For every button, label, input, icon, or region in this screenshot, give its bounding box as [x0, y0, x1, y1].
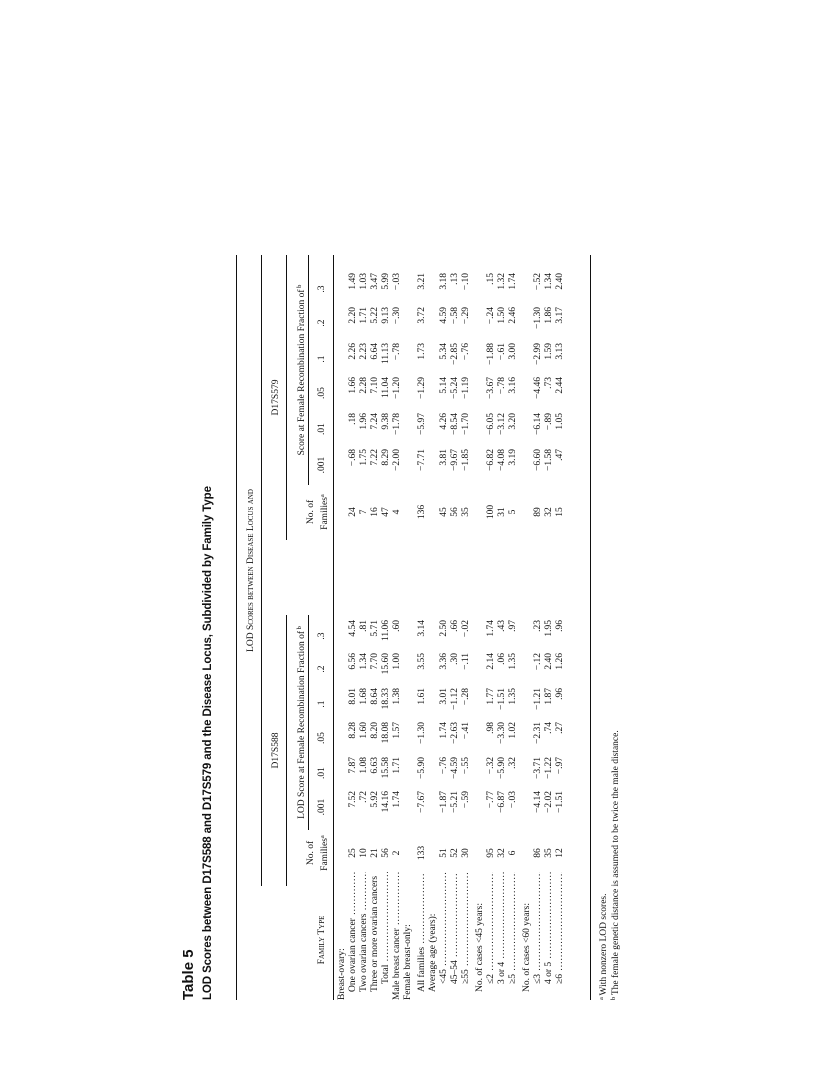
lod-d17s588-cell: .98	[486, 722, 496, 734]
lod-d17s588-cell: .27	[555, 722, 565, 734]
row-label-text: 45–54 .....	[450, 872, 460, 984]
lod-d17s579-cell: −.29	[461, 307, 471, 325]
row-label-text: ≤3 .....	[533, 872, 543, 984]
lod-d17s579-cell: −6.60	[533, 449, 543, 471]
row-label-text: All families .....	[417, 872, 427, 992]
lod-d17s588-cell: −1.87	[439, 791, 449, 813]
lod-d17s588-cell: .23	[533, 620, 543, 632]
lod-d17s579-cell: −1.30	[533, 307, 543, 329]
theta-d17s579-3: .1	[317, 355, 327, 363]
families-d17s579-cell: 4	[392, 509, 402, 515]
row-label	[417, 872, 428, 992]
row-label-text: Female breast-only:	[403, 924, 413, 1000]
families-d17s588-cell: 51	[439, 848, 449, 858]
families-d17s588-cell: 86	[533, 848, 543, 858]
lod-d17s588-cell: −1.51	[497, 688, 507, 710]
lod-d17s579-cell: 1.50	[497, 307, 507, 324]
theta-d17s588-4: .2	[317, 665, 327, 673]
lod-d17s588-cell: 4.54	[348, 620, 358, 637]
lod-d17s588-cell: 1.61	[417, 688, 427, 705]
families-d17s588-cell: 56	[381, 848, 391, 858]
lod-d17s588-cell: 1.74	[439, 722, 449, 739]
lod-d17s579-cell: 5.14	[439, 377, 449, 394]
lod-d17s588-cell: .96	[555, 620, 565, 632]
lod-d17s588-cell: 1.77	[486, 688, 496, 705]
lod-d17s588-cell: 1.74	[486, 620, 496, 637]
row-label	[450, 872, 461, 984]
lod-d17s579-cell: .13	[450, 273, 460, 285]
row-label-text: Male breast cancer .....	[392, 872, 402, 1000]
lod-d17s588-cell: 1.35	[508, 688, 518, 705]
families-d17s588-cell: 21	[370, 848, 380, 858]
row-label-text: 3 or 4 .....	[497, 872, 507, 984]
families-d17s579-cell: 24	[348, 507, 358, 517]
lod-d17s588-cell: 1.87	[544, 688, 554, 705]
lod-d17s579-cell: −1.85	[461, 449, 471, 471]
lod-d17s579-cell: 3.47	[370, 273, 380, 290]
lod-d17s579-cell: −.76	[461, 343, 471, 361]
lod-d17s588-cell: 2.50	[439, 620, 449, 637]
lod-d17s579-cell: 3.19	[508, 449, 518, 466]
lod-d17s588-cell: 3.14	[417, 620, 427, 637]
lod-d17s588-cell: 7.52	[348, 791, 358, 808]
lod-d17s579-cell: 11.13	[381, 343, 391, 365]
lod-d17s588-cell: 11.06	[381, 620, 391, 642]
lod-d17s579-cell: .18	[348, 413, 358, 425]
lod-d17s579-cell: 5.34	[439, 343, 449, 360]
lod-d17s588-cell: 15.60	[381, 653, 391, 675]
lod-d17s579-cell: −1.58	[544, 449, 554, 471]
row-label-text: One ovarian cancer .....	[348, 872, 358, 992]
lod-d17s588-cell: 1.60	[359, 722, 369, 739]
table-caption: LOD Scores between D17S588 and D17S579 and the Disease Locus, Subdivided by Family Type	[202, 486, 214, 1000]
footnote-text: With nonzero LOD scores.	[599, 893, 609, 996]
footnote-mark: b	[610, 995, 617, 1000]
lod-d17s588-cell: 2.14	[486, 653, 496, 670]
lod-d17s579-cell: 3.72	[417, 307, 427, 324]
d17s579-rule	[286, 255, 287, 540]
row-label	[370, 872, 381, 992]
lod-d17s579-cell: −2.00	[392, 449, 402, 471]
footnote-mark: a	[319, 494, 326, 498]
lod-d17s579-cell: −1.70	[461, 413, 471, 435]
lod-d17s579-cell: 4.59	[439, 307, 449, 324]
lod-d17s588-cell: 7.87	[348, 757, 358, 774]
families-d17s579-cell: 136	[417, 504, 427, 520]
row-label	[381, 872, 392, 984]
theta-d17s588-1: .01	[317, 767, 327, 779]
lod-d17s588-cell: 1.26	[555, 653, 565, 670]
lod-d17s588-cell: .30	[450, 653, 460, 665]
lod-d17s588-cell: 1.95	[544, 620, 554, 637]
lod-d17s588-cell: .43	[497, 620, 507, 632]
row-label-text: Average age (years):	[428, 913, 438, 992]
lod-d17s579-cell: −5.24	[450, 377, 460, 399]
lod-d17s588-cell: −.55	[461, 757, 471, 775]
lod-d17s579-cell: 3.20	[508, 413, 518, 430]
lod-d17s588-cell: 15.58	[381, 757, 391, 779]
row-label-text: Total .....	[381, 872, 391, 984]
lod-d17s579-cell: 1.75	[359, 449, 369, 466]
row-label	[461, 872, 472, 984]
lod-d17s579-cell: 2.20	[348, 307, 358, 324]
families-d17s579-cell: 15	[555, 507, 565, 517]
lod-d17s588-cell: −6.87	[497, 791, 507, 813]
families-d17s579-cell: 56	[450, 507, 460, 517]
row-label	[348, 872, 359, 992]
row-group-label	[522, 872, 533, 992]
lod-d17s588-cell: −.03	[508, 791, 518, 809]
families-d17s588-cell: 52	[450, 848, 460, 858]
theta-d17s588-0: .001	[317, 798, 327, 816]
lod-d17s588-cell: 18.33	[381, 688, 391, 710]
spanner-rule	[261, 255, 262, 886]
lod-d17s579-cell: .73	[544, 377, 554, 389]
lod-d17s579-cell: −1.20	[392, 377, 402, 399]
lod-d17s588-cell: 1.08	[359, 757, 369, 774]
row-group-label	[428, 872, 439, 992]
lod-d17s579-cell: 8.29	[381, 449, 391, 466]
d17s588-rule	[286, 615, 287, 886]
lod-d17s588-cell: −.28	[461, 688, 471, 706]
lod-d17s588-cell: 8.28	[348, 722, 358, 739]
lod-d17s579-cell: 1.74	[508, 273, 518, 290]
lod-d17s588-cell: 3.36	[439, 653, 449, 670]
lod-d17s579-cell: −1.78	[392, 413, 402, 435]
row-label-text: ≤2 .....	[486, 872, 496, 984]
lod-d17s588-cell: 18.08	[381, 722, 391, 744]
lod-d17s588-cell: .60	[392, 620, 402, 632]
lod-d17s588-cell: −.97	[555, 757, 565, 775]
lod-d17s579-cell: 5.99	[381, 273, 391, 290]
lod-d17s579-cell: −2.99	[533, 343, 543, 365]
lod-d17s579-cell: 1.96	[359, 413, 369, 430]
lod-d17s588-cell: 5.92	[370, 791, 380, 808]
d17s588-group-header: LOD Score at Female Recombination Fraction of $^b$	[296, 626, 307, 819]
d17s579-group-header: Score at Female Recombination Fraction of $^b$	[296, 284, 307, 456]
row-label-text: ≥55 .....	[461, 872, 471, 984]
lod-d17s579-cell: −4.08	[497, 449, 507, 471]
lod-d17s588-cell: −5.90	[417, 757, 427, 779]
top-rule	[236, 255, 237, 1000]
theta-d17s579-4: .2	[317, 319, 327, 327]
lod-d17s579-cell: 5.22	[370, 307, 380, 324]
lod-d17s579-cell: −.30	[392, 307, 402, 325]
lod-d17s588-cell: −3.30	[497, 722, 507, 744]
lod-d17s579-cell: −8.54	[450, 413, 460, 435]
lod-d17s579-cell: 4.26	[439, 413, 449, 430]
lod-d17s579-cell: 1.03	[359, 273, 369, 290]
footnote-b	[610, 730, 621, 1000]
lod-d17s588-cell: 1.71	[392, 757, 402, 774]
lod-spanner: LOD Scores between Disease Locus and	[246, 489, 256, 652]
row-label	[544, 872, 555, 984]
lod-d17s579-cell: −7.71	[417, 449, 427, 471]
lod-d17s579-cell: 3.21	[417, 273, 427, 290]
lod-d17s588-cell: −.77	[486, 791, 496, 809]
lod-d17s588-cell: −7.67	[417, 791, 427, 813]
families-header-d17s579-line2: Families$^a$	[319, 494, 330, 530]
row-label	[533, 872, 544, 984]
lod-d17s588-cell: .72	[359, 791, 369, 803]
footnote-mark: b	[296, 284, 303, 290]
lod-d17s588-cell: −5.90	[497, 757, 507, 779]
lod-d17s588-cell: 1.57	[392, 722, 402, 739]
row-label	[486, 872, 497, 984]
lod-d17s579-cell: −6.05	[486, 413, 496, 435]
lod-d17s579-cell: .47	[555, 449, 565, 461]
lod-d17s588-cell: .81	[359, 620, 369, 632]
lod-d17s579-cell: −6.14	[533, 413, 543, 435]
row-group-label	[475, 872, 486, 992]
lod-d17s588-cell: −.11	[461, 653, 471, 670]
families-d17s588-cell: 30	[461, 848, 471, 858]
lod-d17s588-cell: 1.00	[392, 653, 402, 670]
row-label-text: ≥5 .....	[508, 872, 518, 984]
families-header-d17s588-line1: No. of	[306, 840, 316, 866]
lod-d17s588-cell: −1.22	[544, 757, 554, 779]
theta-d17s579-5: .3	[317, 285, 327, 293]
row-label	[508, 872, 519, 984]
lod-d17s588-cell: −1.21	[533, 688, 543, 710]
lod-d17s579-cell: 3.13	[555, 343, 565, 360]
lod-d17s579-cell: −2.85	[450, 343, 460, 365]
lod-d17s588-cell: −1.12	[450, 688, 460, 710]
families-d17s588-cell: 6	[508, 850, 518, 856]
lod-d17s579-cell: 1.59	[544, 343, 554, 360]
lod-d17s579-cell: 1.49	[348, 273, 358, 290]
lod-d17s579-cell: −1.29	[417, 377, 427, 399]
theta-d17s579-1: .01	[317, 423, 327, 435]
families-d17s588-cell: 2	[392, 850, 402, 856]
lod-d17s588-cell: .96	[555, 688, 565, 700]
lod-d17s579-cell: −.61	[497, 343, 507, 361]
lod-d17s579-cell: 2.26	[348, 343, 358, 360]
lod-d17s579-cell: 1.71	[359, 307, 369, 324]
lod-d17s579-cell: 2.28	[359, 377, 369, 394]
lod-d17s588-cell: 8.64	[370, 688, 380, 705]
row-label-text: No. of cases <60 years:	[522, 903, 532, 992]
families-d17s588-cell: 12	[555, 848, 565, 858]
row-label	[359, 872, 370, 992]
d17s588-theta-rule	[308, 615, 309, 830]
families-d17s588-cell: 10	[359, 848, 369, 858]
lod-d17s579-cell: 6.64	[370, 343, 380, 360]
families-d17s588-cell: 32	[497, 848, 507, 858]
lod-d17s588-cell: 6.63	[370, 757, 380, 774]
lod-d17s579-cell: −.10	[461, 273, 471, 291]
lod-d17s588-cell: 14.16	[381, 791, 391, 813]
lod-d17s588-cell: −.02	[461, 620, 471, 638]
families-header-d17s588-line2: Families$^a$	[319, 835, 330, 871]
lod-d17s588-cell: −.59	[461, 791, 471, 809]
lod-d17s579-cell: −3.67	[486, 377, 496, 399]
lod-d17s588-cell: .74	[544, 722, 554, 734]
lod-d17s579-cell: −9.67	[450, 449, 460, 471]
lod-d17s579-cell: 3.17	[555, 307, 565, 324]
families-d17s588-cell: 35	[544, 848, 554, 858]
lod-d17s588-cell: .97	[508, 620, 518, 632]
families-d17s579-cell: 47	[381, 507, 391, 517]
lod-d17s579-cell: 3.00	[508, 343, 518, 360]
lod-d17s579-cell: 2.23	[359, 343, 369, 360]
families-d17s579-cell: 5	[508, 509, 518, 515]
lod-d17s579-cell: −5.97	[417, 413, 427, 435]
lod-d17s588-cell: 2.40	[544, 653, 554, 670]
theta-d17s579-0: .001	[317, 456, 327, 474]
bottom-rule	[590, 255, 591, 1000]
row-label-text: Breast-ovary:	[337, 948, 347, 1000]
lod-d17s579-cell: −.52	[533, 273, 543, 291]
lod-d17s588-cell: .32	[508, 757, 518, 769]
lod-d17s579-cell: −.24	[486, 307, 496, 325]
lod-d17s579-cell: 1.86	[544, 307, 554, 324]
lod-d17s588-cell: −.76	[439, 757, 449, 775]
lod-d17s588-cell: 3.01	[439, 688, 449, 705]
lod-d17s579-cell: −.89	[544, 413, 554, 431]
lod-d17s579-cell: 11.04	[381, 377, 391, 399]
lod-d17s579-cell: 7.10	[370, 377, 380, 394]
lod-d17s588-cell: 5.71	[370, 620, 380, 637]
table-label: Table 5	[180, 949, 197, 1000]
lod-d17s588-cell: −.12	[533, 653, 543, 671]
lod-d17s588-cell: −.41	[461, 722, 471, 740]
families-d17s579-cell: 89	[533, 507, 543, 517]
row-label-text: 4 or 5 .....	[544, 872, 554, 984]
lod-d17s579-cell: 3.16	[508, 377, 518, 394]
lod-d17s588-cell: −4.14	[533, 791, 543, 813]
lod-d17s579-cell: 9.13	[381, 307, 391, 324]
lod-d17s588-cell: −1.30	[417, 722, 427, 744]
families-d17s579-cell: 31	[497, 507, 507, 517]
lod-d17s588-cell: .66	[450, 620, 460, 632]
lod-d17s579-cell: −.68	[348, 449, 358, 467]
lod-d17s579-cell: 1.34	[544, 273, 554, 290]
families-d17s588-cell: 133	[417, 845, 427, 861]
row-label	[555, 872, 566, 984]
families-d17s579-cell: 100	[486, 504, 496, 520]
families-d17s579-cell: 16	[370, 507, 380, 517]
lod-d17s588-cell: −3.71	[533, 757, 543, 779]
lod-d17s579-cell: 3.18	[439, 273, 449, 290]
lod-d17s579-cell: 3.81	[439, 449, 449, 466]
footnote-text: The female genetic distance is assumed to be twice the male distance.	[611, 730, 621, 996]
lod-d17s588-cell: 1.74	[392, 791, 402, 808]
row-label	[392, 872, 403, 1000]
families-d17s579-cell: 35	[461, 507, 471, 517]
families-d17s579-cell: 32	[544, 507, 554, 517]
families-d17s579-cell: 45	[439, 507, 449, 517]
families-d17s588-cell: 95	[486, 848, 496, 858]
families-d17s588-cell: 25	[348, 848, 358, 858]
lod-d17s588-cell: −2.63	[450, 722, 460, 744]
families-d17s579-cell: 7	[359, 509, 369, 515]
row-label-text: <45 .....	[439, 872, 449, 984]
lod-d17s579-cell: −.78	[497, 377, 507, 395]
lod-d17s588-cell: −1.51	[555, 791, 565, 813]
footnote-mark: a	[319, 835, 326, 839]
theta-d17s588-5: .3	[317, 632, 327, 640]
lod-d17s579-cell: −.03	[392, 273, 402, 291]
rotated-table-page	[180, 80, 650, 1000]
row-label-text: Three or more ovarian cancers .....	[370, 872, 380, 992]
lod-d17s588-cell: 8.01	[348, 688, 358, 705]
lod-d17s579-cell: 7.24	[370, 413, 380, 430]
theta-d17s588-3: .1	[317, 700, 327, 708]
marker-d17s579: D17S579	[271, 379, 281, 416]
footnote-mark: a	[598, 995, 605, 1000]
lod-d17s588-cell: −4.59	[450, 757, 460, 779]
lod-d17s579-cell: 1.73	[417, 343, 427, 360]
row-label-text: Two ovarian cancers .....	[359, 872, 369, 992]
lod-d17s588-cell: −5.21	[450, 791, 460, 813]
lod-d17s579-cell: 1.32	[497, 273, 507, 290]
marker-d17s588: D17S588	[271, 732, 281, 769]
lod-d17s588-cell: 3.55	[417, 653, 427, 670]
lod-d17s579-cell: −4.46	[533, 377, 543, 399]
lod-d17s588-cell: −2.31	[533, 722, 543, 744]
d17s579-theta-rule	[308, 255, 309, 485]
lod-d17s579-cell: −.58	[450, 307, 460, 325]
lod-d17s579-cell: −.78	[392, 343, 402, 361]
lod-d17s579-cell: 9.38	[381, 413, 391, 430]
lod-d17s588-cell: .06	[497, 653, 507, 665]
lod-d17s579-cell: 2.40	[555, 273, 565, 290]
lod-d17s588-cell: 1.38	[392, 688, 402, 705]
family-type-header: Family Type	[317, 915, 327, 965]
row-label-text: No. of cases <45 years:	[475, 903, 485, 992]
row-label	[439, 872, 450, 984]
lod-d17s579-cell: .15	[486, 273, 496, 285]
row-label-text: ≥6 .....	[555, 872, 565, 984]
lod-d17s588-cell: 7.70	[370, 653, 380, 670]
footnote-mark: b	[296, 626, 303, 632]
lod-d17s579-cell: −6.82	[486, 449, 496, 471]
row-group-label	[403, 872, 414, 1000]
lod-d17s588-cell: 8.20	[370, 722, 380, 739]
families-header-d17s579-line1: No. of	[306, 499, 316, 525]
theta-d17s579-2: .05	[317, 387, 327, 399]
lod-d17s579-cell: −1.19	[461, 377, 471, 399]
lod-d17s588-cell: 1.35	[508, 653, 518, 670]
lod-d17s579-cell: 2.46	[508, 307, 518, 324]
lod-d17s579-cell: 2.44	[555, 377, 565, 394]
row-label	[497, 872, 508, 984]
lod-d17s579-cell: −3.12	[497, 413, 507, 435]
lod-d17s588-cell: 1.68	[359, 688, 369, 705]
lod-d17s588-cell: −.32	[486, 757, 496, 775]
lod-d17s579-cell: 1.05	[555, 413, 565, 430]
lod-d17s579-cell: −1.88	[486, 343, 496, 365]
lod-d17s588-cell: −2.02	[544, 791, 554, 813]
header-bottom-rule	[333, 255, 334, 1000]
lod-d17s588-cell: 1.02	[508, 722, 518, 739]
lod-d17s579-cell: 1.66	[348, 377, 358, 394]
lod-d17s579-cell: 7.22	[370, 449, 380, 466]
row-group-label	[337, 872, 348, 1000]
footnote-a	[598, 894, 609, 1001]
lod-d17s588-cell: 6.56	[348, 653, 358, 670]
theta-d17s588-2: .05	[317, 732, 327, 744]
lod-d17s588-cell: 1.34	[359, 653, 369, 670]
